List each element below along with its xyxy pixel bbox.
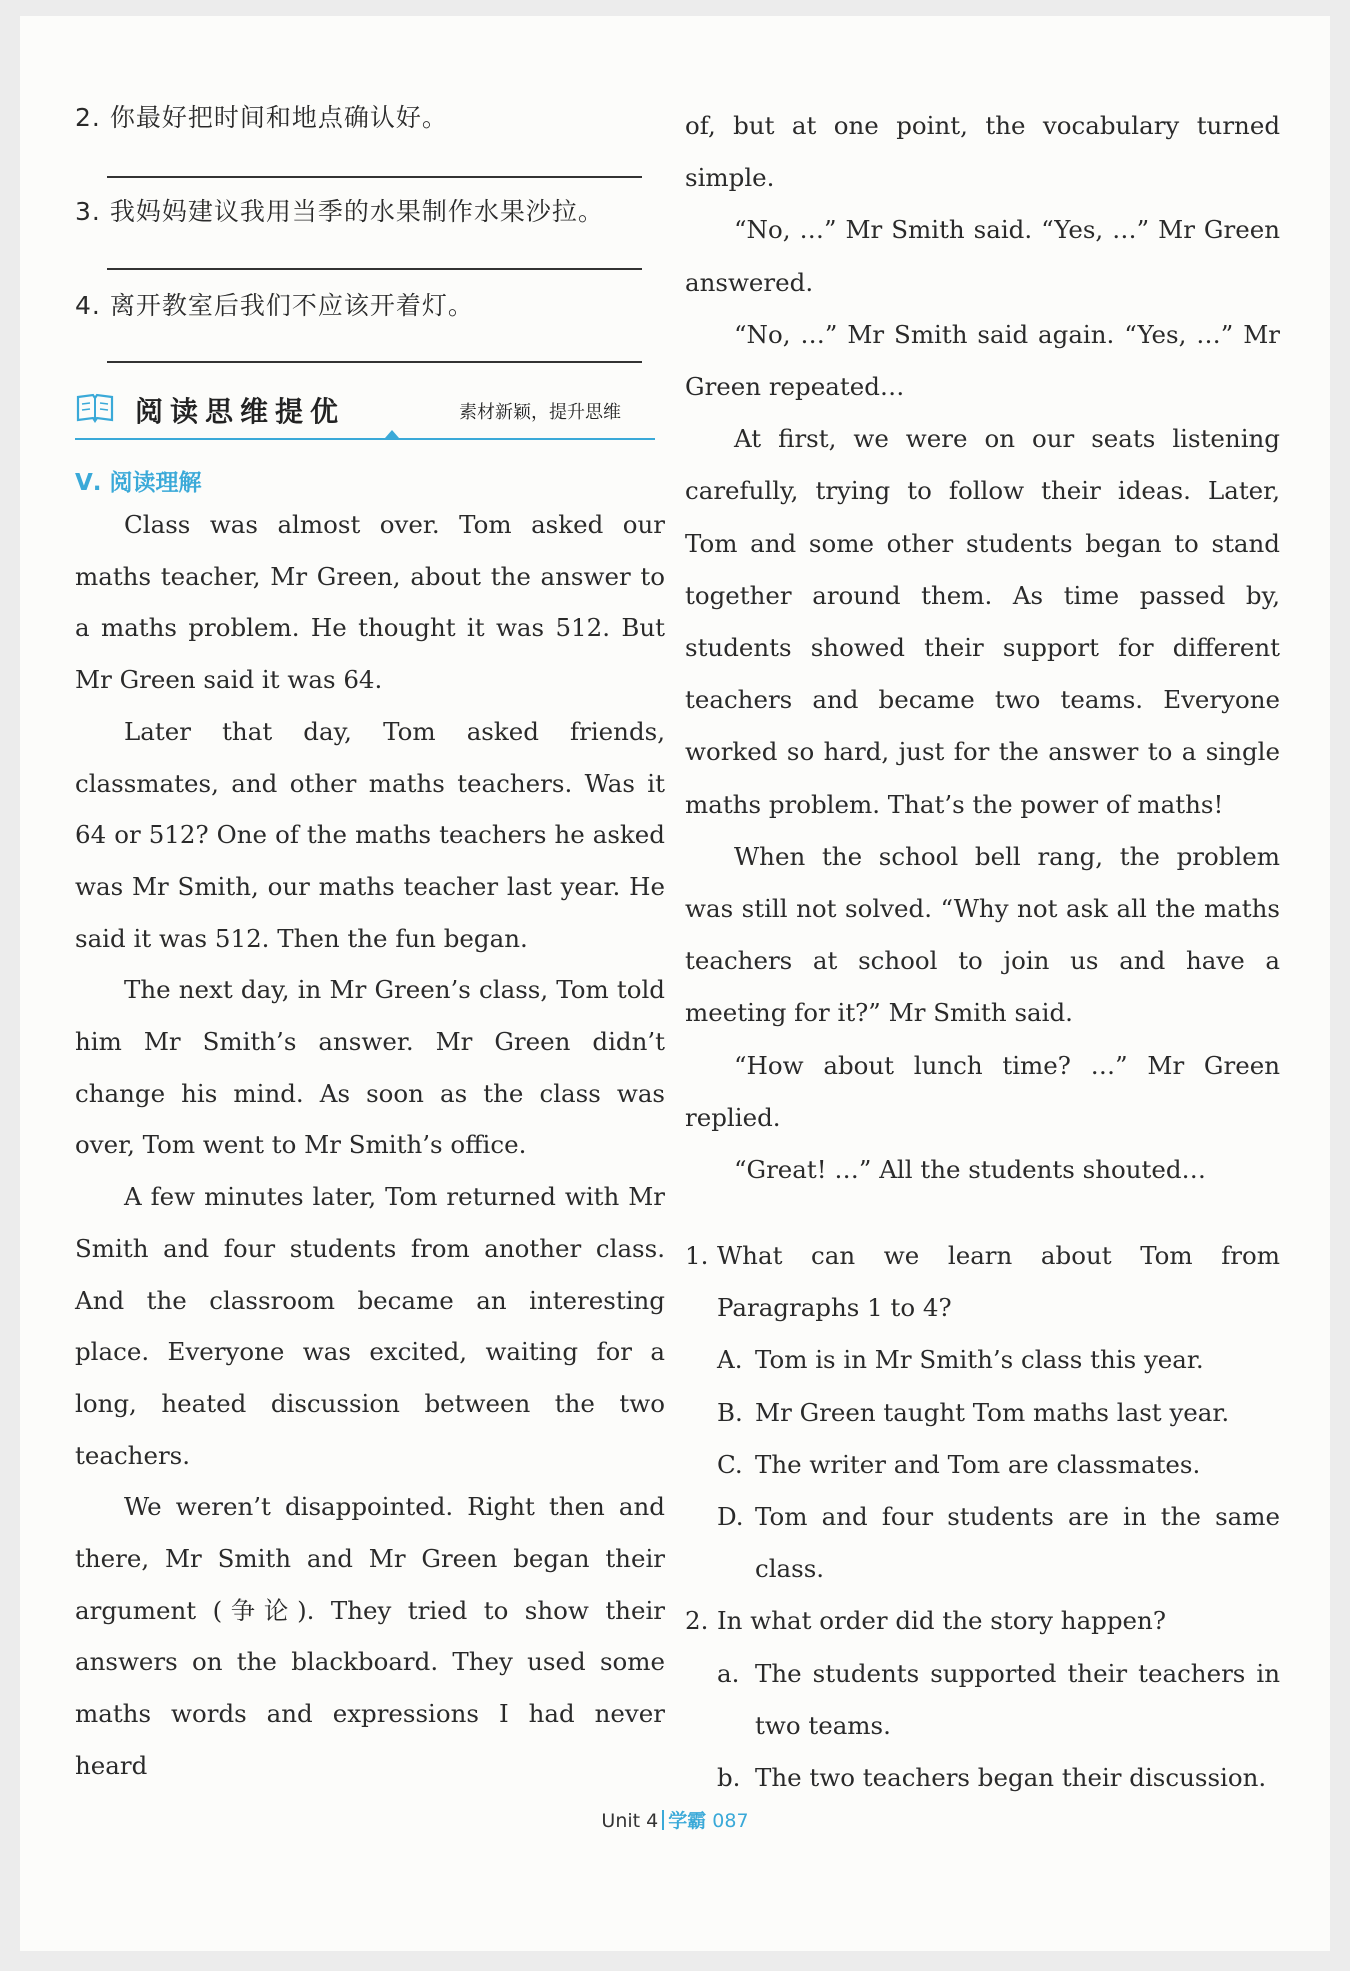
- open-book-icon: [75, 392, 115, 424]
- question-text: In what order did the story happen?: [717, 1606, 1166, 1636]
- event-text: The two teachers began their discussion.: [755, 1763, 1267, 1793]
- unit-label: Unit 4: [601, 1810, 659, 1832]
- option-b[interactable]: [685, 1387, 1280, 1439]
- section-underline: [75, 438, 655, 440]
- brand-label: 学霸: [668, 1810, 707, 1832]
- question-text: What can we learn about Tom from Paragraphs 1 to 4?: [717, 1241, 1280, 1323]
- passage-paragraph: A few minutes later, Tom returned with Mr Smith and four students from another class. And the classroom became an interesting place. Everyone was excited, waiting for a long, heated discussion between the two teachers.: [75, 1182, 665, 1470]
- page-number: 087: [712, 1810, 749, 1832]
- part-heading: Ⅴ. 阅读理解: [75, 470, 202, 496]
- question-2: [685, 1595, 1280, 1647]
- section-marker: [385, 430, 399, 438]
- question-text: 你最好把时间和地点确认好。: [109, 103, 448, 132]
- section-subtitle: 素材新颖，提升思维: [459, 402, 621, 423]
- option-text: Tom is in Mr Smith’s class this year.: [755, 1345, 1204, 1375]
- event-a: [685, 1648, 1280, 1752]
- passage-paragraph: “No, …” Mr Smith said. “Yes, …” Mr Green answered.: [685, 215, 1280, 297]
- option-c[interactable]: [685, 1439, 1280, 1491]
- question-number: 4.: [75, 291, 101, 320]
- option-text: Tom and four students are in the same class.: [755, 1502, 1280, 1584]
- translation-question-4: [75, 286, 474, 322]
- passage-paragraph: When the school bell rang, the problem was still not solved. “Why not ask all the maths teachers at school to join us and have a meeting for it?” Mr Smith said.: [685, 841, 1280, 1028]
- option-label: D.: [717, 1502, 744, 1532]
- question-text: 我妈妈建议我用当季的水果制作水果沙拉。: [109, 197, 604, 226]
- passage-paragraph: We weren’t disappointed. Right then and there, Mr Smith and Mr Green began their argument (争论). They tried to show their answers on the blackboard. They used some maths words and expressions I had never heard: [75, 1492, 665, 1780]
- translation-question-3: [75, 192, 604, 228]
- section-header: [75, 384, 655, 440]
- option-d[interactable]: [685, 1491, 1280, 1595]
- page-footer: [20, 1806, 1330, 1833]
- event-text: The students supported their teachers in two teams.: [755, 1658, 1280, 1740]
- option-label: B.: [717, 1397, 743, 1427]
- option-a[interactable]: [685, 1334, 1280, 1386]
- reading-passage-left: [75, 499, 665, 1792]
- answer-line[interactable]: [107, 268, 642, 270]
- event-label: a.: [717, 1658, 740, 1688]
- option-label: C.: [717, 1449, 743, 1479]
- passage-paragraph: At first, we were on our seats listening carefully, trying to follow their ideas. Later, Tom and some other students began to stand together around them. As time passed by, students showed their support for different teachers and became two teams. Everyone worked so hard, just for the answer to a single maths problem. That’s the power of maths!: [685, 424, 1280, 819]
- workbook-page: [20, 16, 1330, 1951]
- answer-line[interactable]: [107, 176, 642, 178]
- event-label: b.: [717, 1763, 741, 1793]
- footer-divider: [662, 1810, 664, 1830]
- passage-paragraph: “Great! …” All the students shouted…: [734, 1155, 1207, 1185]
- question-number: 1.: [685, 1241, 709, 1270]
- comprehension-questions: [685, 1230, 1280, 1804]
- question-number: 3.: [75, 197, 101, 226]
- option-text: Mr Green taught Tom maths last year.: [755, 1397, 1230, 1427]
- passage-paragraph: “No, …” Mr Smith said again. “Yes, …” Mr Green repeated…: [685, 319, 1280, 402]
- passage-paragraph: “How about lunch time? …” Mr Green replied.: [685, 1050, 1280, 1132]
- question-text: 离开教室后我们不应该开着灯。: [109, 291, 474, 320]
- question-1: [685, 1230, 1280, 1334]
- question-number: 2.: [75, 103, 101, 132]
- event-b: [685, 1752, 1280, 1804]
- option-label: A.: [717, 1345, 743, 1375]
- answer-line[interactable]: [107, 361, 642, 363]
- passage-paragraph: Class was almost over. Tom asked our maths teacher, Mr Green, about the answer to a maths problem. He thought it was 512. But Mr Green said it was 64.: [75, 510, 665, 695]
- section-title: 阅读思维提优: [135, 395, 346, 428]
- translation-question-2: [75, 98, 448, 134]
- passage-paragraph-continued: of, but at one point, the vocabulary turned simple.: [685, 111, 1280, 193]
- reading-passage-right: [685, 100, 1280, 1196]
- passage-paragraph: The next day, in Mr Green’s class, Tom told him Mr Smith’s answer. Mr Green didn’t change his mind. As soon as the class was over, Tom went to Mr Smith’s office.: [75, 975, 665, 1160]
- question-number: 2.: [685, 1606, 709, 1636]
- passage-paragraph: Later that day, Tom asked friends, classmates, and other maths teachers. Was it 64 or 512? One of the maths teachers he asked was Mr Smith, our maths teacher last year. He said it was 512. Then the fun began.: [75, 716, 665, 953]
- option-text: The writer and Tom are classmates.: [755, 1449, 1201, 1479]
